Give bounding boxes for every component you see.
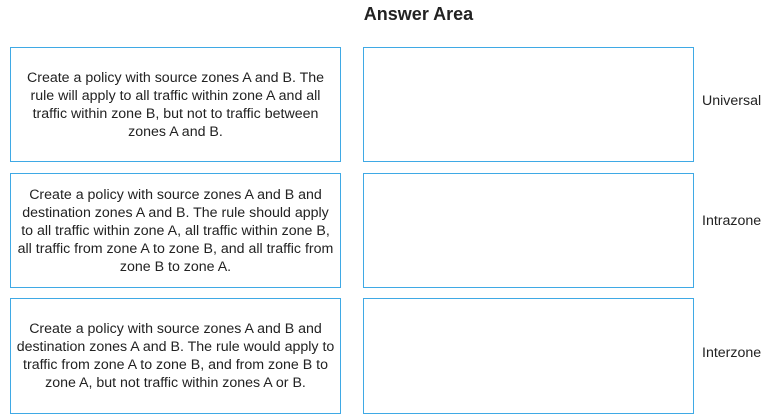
option-box-2[interactable] (10, 173, 341, 288)
target-label-interzone: Interzone (702, 345, 762, 361)
option-text-2: Create a policy with source zones A and B and destination zones A and B. The rule should apply to all traffic within zone A, all traffic within zone B, all traffic from zone A to zone B, and all traffic from zone B to zone A. (17, 186, 334, 275)
answer-drop-target-interzone[interactable] (363, 298, 694, 414)
target-label-intrazone: Intrazone (702, 213, 762, 229)
option-text-1: Create a policy with source zones A and B. The rule will apply to all traffic within zone A and all traffic within zone B, but not to traffic between zones A and B. (26, 69, 325, 140)
answer-area-title: Answer Area (363, 4, 474, 24)
option-text-3: Create a policy with source zones A and B and destination zones A and B. The rule would apply to traffic from zone A to zone B, and from zone B to zone A, but not traffic within zones A or B. (16, 321, 335, 391)
answer-drop-target-universal[interactable] (363, 47, 694, 162)
option-box-3[interactable] (10, 298, 341, 414)
target-label-universal: Universal (702, 93, 762, 109)
option-box-1[interactable] (10, 47, 341, 162)
answer-drop-target-intrazone[interactable] (363, 173, 694, 288)
